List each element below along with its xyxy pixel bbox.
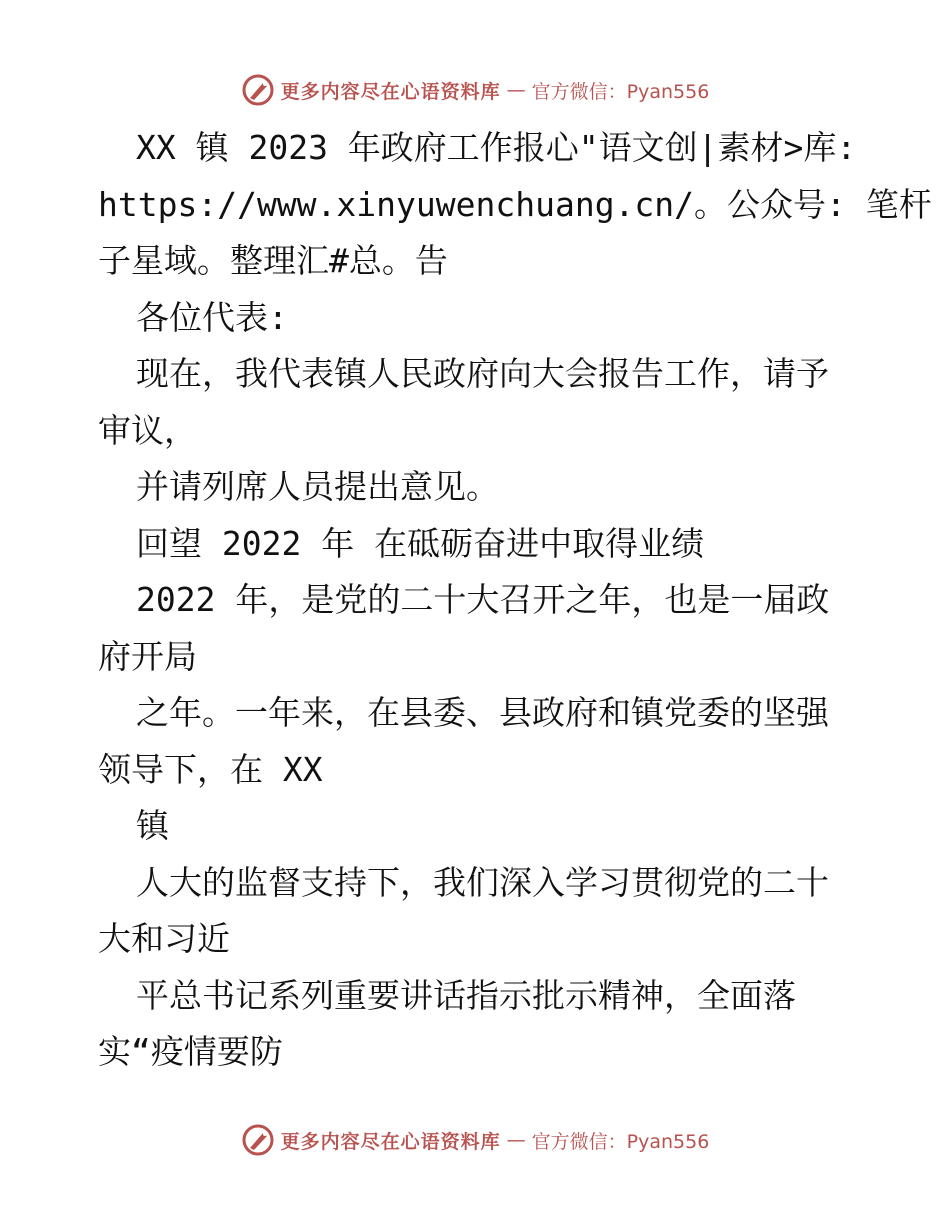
body-line: XX 镇 2023 年政府工作报心"语文创|素材>库: <box>136 128 857 167</box>
footer-brand-text: 更多内容尽在心语资料库 <box>280 1130 501 1153</box>
body-line: 府开局 <box>98 636 197 676</box>
body-line: 实“疫情要防 <box>98 1032 283 1071</box>
body-line: 镇 <box>136 806 169 845</box>
body-line: 大和习近 <box>98 919 230 958</box>
body-line: 回望 2022 年 在砥砺奋进中取得业绩 <box>136 523 705 563</box>
body-line: 之年。一年来，在县委、县政府和镇党委的坚强 <box>136 693 829 732</box>
document-body <box>98 120 932 1081</box>
pen-logo-icon <box>241 1123 275 1157</box>
body-line: 并请列席人员提出意见。 <box>136 467 499 506</box>
header-wechat-text: 官方微信：Pyan556 <box>531 80 710 103</box>
body-line: 领导下，在 XX <box>98 749 323 789</box>
body-line: 现在，我代表镇人民政府向大会报告工作，请予 <box>136 354 829 393</box>
body-line: 审议， <box>98 410 197 450</box>
body-line: 2022 年，是党的二十大召开之年，也是一届政 <box>136 580 830 619</box>
body-line: 人大的监督支持下，我们深入学习贯彻党的二十 <box>136 862 829 902</box>
body-line: 各位代表: <box>136 297 288 337</box>
footer-separator: — <box>506 1129 526 1151</box>
footer-banner <box>0 1120 950 1160</box>
body-line: https://www.xinyuwenchuang.cn/。公众号: 笔杆 <box>98 184 932 224</box>
header-banner <box>0 70 950 110</box>
body-line: 子星域。整理汇#总。告 <box>98 241 448 280</box>
footer-wechat-text: 官方微信：Pyan556 <box>531 1130 710 1153</box>
pen-logo-icon <box>241 73 275 107</box>
header-separator: — <box>506 79 526 101</box>
body-line: 平总书记系列重要讲话指示批示精神，全面落 <box>136 975 796 1015</box>
header-brand-text: 更多内容尽在心语资料库 <box>280 80 501 103</box>
